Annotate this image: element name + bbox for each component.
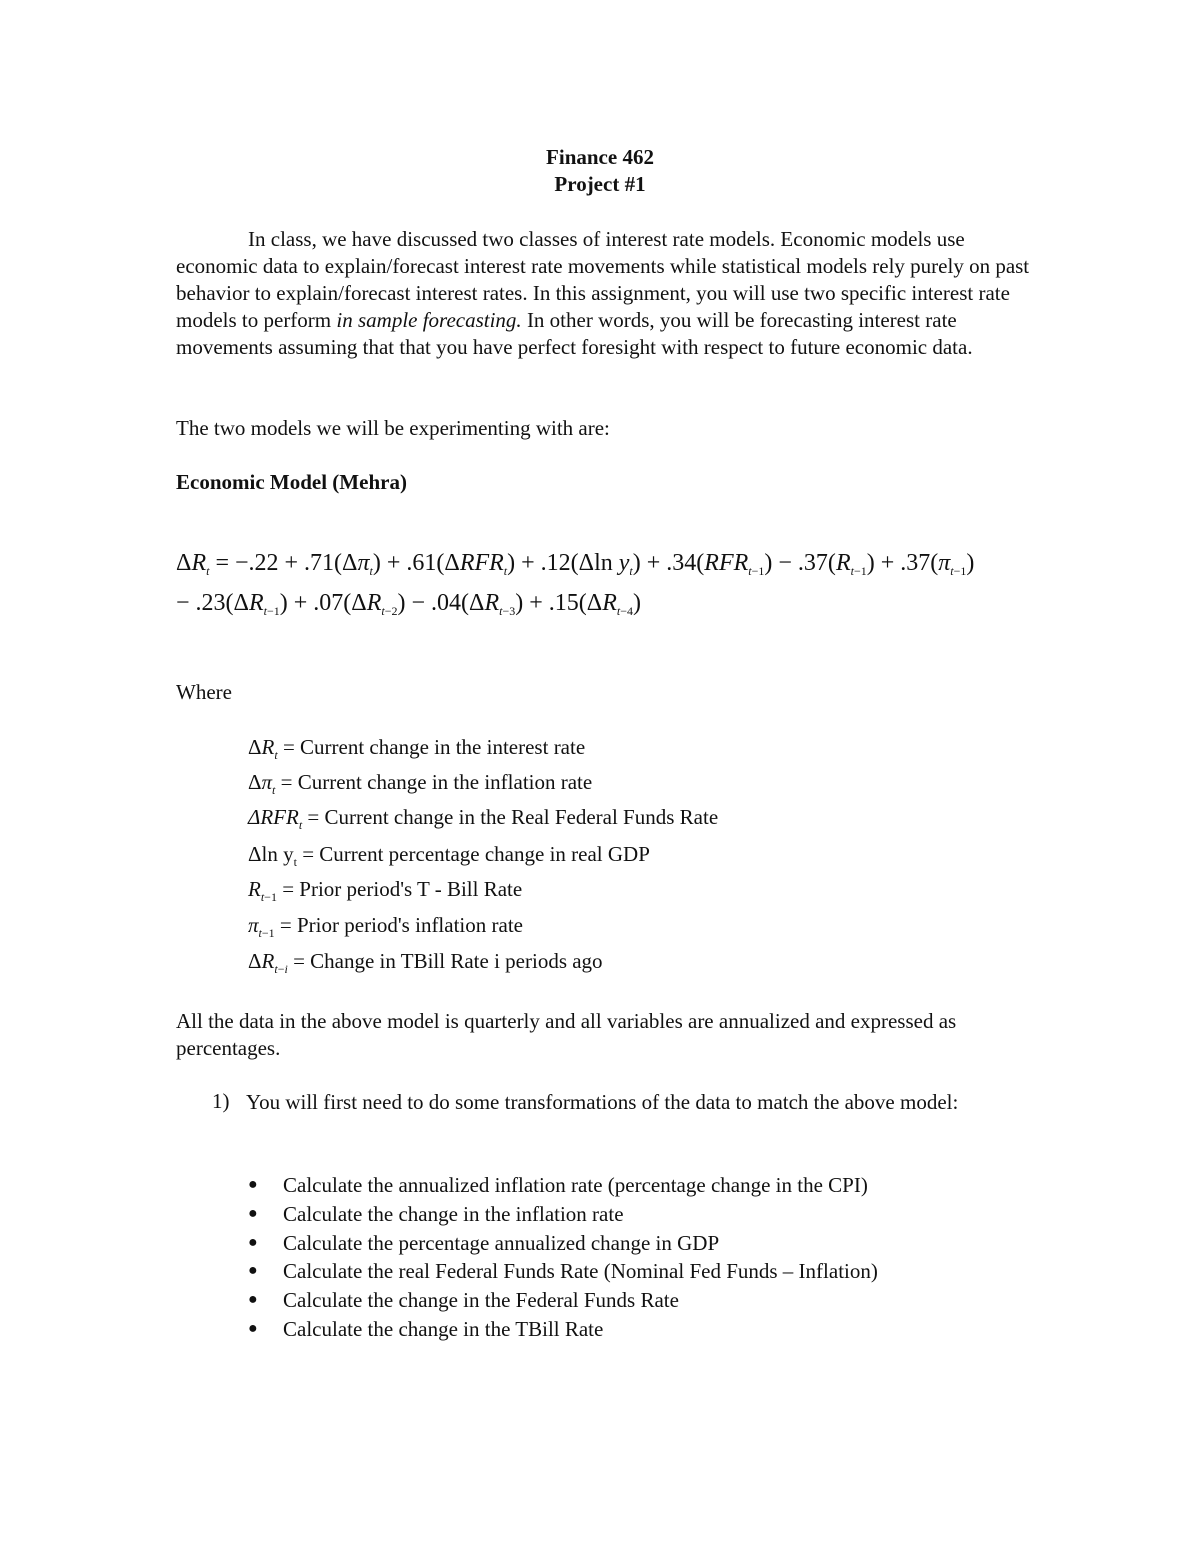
- bullet-item: Calculate the change in the inflation rate: [283, 1202, 624, 1226]
- bullet-item: Calculate the real Federal Funds Rate (Nominal Fed Funds – Inflation): [283, 1259, 878, 1283]
- intro-paragraph: [176, 226, 1036, 361]
- course-title: Finance 462: [546, 145, 654, 169]
- models-intro: The two models we will be experimenting with are:: [176, 416, 610, 440]
- definition-pi-prior: $\pi_{t-1}$ = Prior period's inflation rate: [248, 913, 523, 940]
- bullet-icon: ●: [248, 1234, 258, 1251]
- bullet-icon: ●: [248, 1176, 258, 1193]
- bullet-item: Calculate the change in the TBill Rate: [283, 1317, 604, 1341]
- equation-line-2-text: − $.23(\Delta R_{t-1}) + .07(\Delta R_{t-2}) - .04(\Delta R_{t-3}) + .15(\Delta R_{t-4})$: [176, 590, 642, 618]
- bullet-icon: ●: [248, 1262, 258, 1279]
- equation-line-2: [176, 590, 641, 619]
- equation-line-1-text: $\Delta R_t = -.22 + .71(\Delta\pi_t) + .61(\Delta RFR_t) + .12(\Delta\ln$ $y_t) + .34(RFR_{t-1}) - .37(R_{t-1}) + .37(\pi_{t-1})$: [176, 550, 975, 578]
- data-note: All the data in the above model is quarterly and all variables are annualized and expressed as percentages.: [176, 1009, 957, 1060]
- bullet-item: Calculate the change in the Federal Funds Rate: [283, 1288, 679, 1312]
- definition-meaning: = Current change in the interest rate: [282, 735, 586, 759]
- definition-meaning: = Current percentage change in real GDP: [302, 842, 650, 866]
- bullet-icon: ●: [248, 1320, 258, 1337]
- equation-line-1: [176, 550, 974, 579]
- intro-text-start: In class, we have discussed two classes of interest rate models. Economic models use economic data to explain/forecast interest rate movements while statistical models rely purely on past behavior to explain/forecast interest rates. In this assignment, you will use two specific interest rate models to perform: [176, 227, 1030, 332]
- step-number: 1): [212, 1089, 230, 1113]
- where-label: Where: [176, 680, 232, 704]
- definition-delta-pi: $\Delta\pi_t$ = Current change in the inflation rate: [248, 770, 593, 797]
- definition-r-prior: $R_{t-1}$ = Prior period's T - Bill Rate: [248, 877, 523, 904]
- definition-meaning: = Prior period's inflation rate: [279, 913, 523, 937]
- project-title: Project #1: [554, 172, 646, 196]
- definition-delta-ln-y: Δln $y_t$ = Current percentage change in real GDP: [248, 842, 650, 869]
- bullet-item: Calculate the percentage annualized change in GDP: [283, 1231, 720, 1255]
- bullet-icon: ●: [248, 1291, 258, 1308]
- definition-meaning: = Prior period's T - Bill Rate: [282, 877, 523, 901]
- bullet-item: Calculate the annualized inflation rate (percentage change in the CPI): [283, 1173, 868, 1197]
- intro-text-end: In other words, you will be forecasting interest rate movements assuming that that you have perfect foresight with respect to future economic data.: [176, 308, 973, 359]
- economic-model-heading: Economic Model (Mehra): [176, 470, 407, 494]
- intro-italic-phrase: in sample forecasting.: [336, 308, 522, 332]
- definition-meaning: = Current change in the Real Federal Funds Rate: [307, 805, 719, 829]
- definition-meaning: = Change in TBill Rate i periods ago: [293, 949, 603, 973]
- definition-meaning: = Current change in the inflation rate: [280, 770, 593, 794]
- definition-delta-r: $\Delta R_t$ = Current change in the interest rate: [248, 735, 586, 762]
- definition-delta-rfr: $\Delta RFR_t$ = Current change in the Real Federal Funds Rate: [248, 805, 719, 832]
- definition-delta-r-i: $\Delta R_{t-i}$ = Change in TBill Rate i periods ago: [248, 949, 603, 976]
- bullet-icon: ●: [248, 1205, 258, 1222]
- step-text: You will first need to do some transformations of the data to match the above model:: [246, 1090, 959, 1114]
